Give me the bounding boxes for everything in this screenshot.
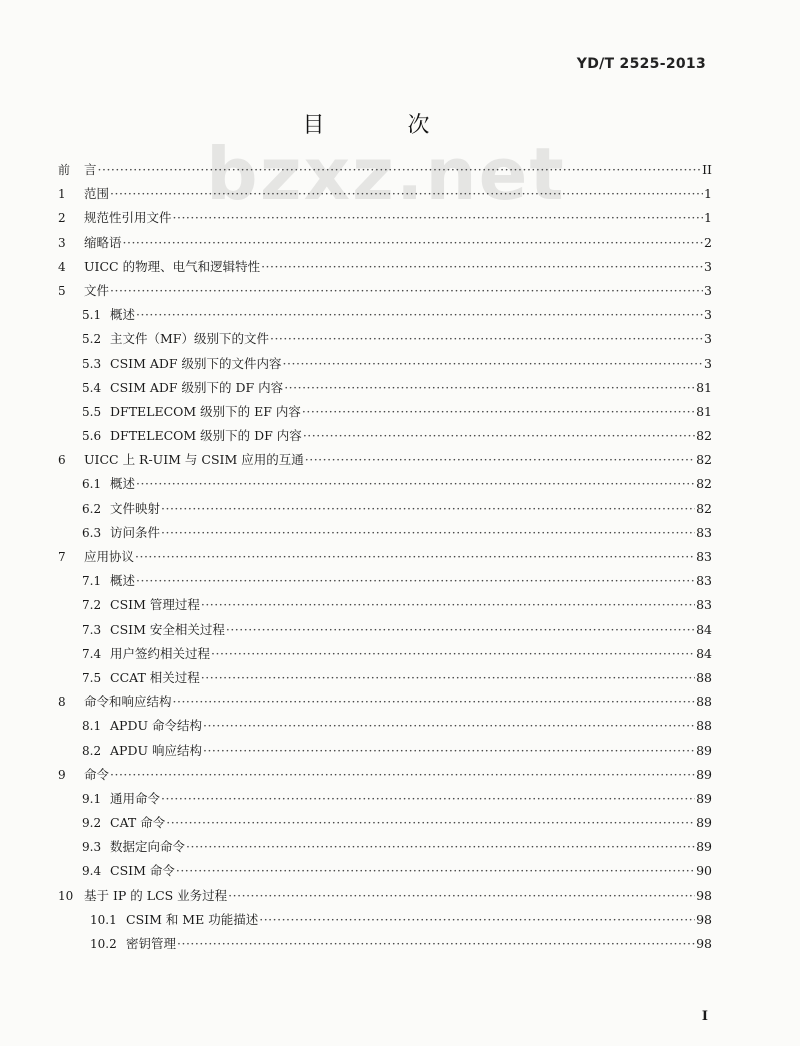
toc-entry-page: 88 <box>696 718 712 734</box>
toc-leader-dots <box>110 763 695 787</box>
toc-entry[interactable] <box>58 448 712 472</box>
toc-entry[interactable] <box>58 158 712 182</box>
toc-entry-page: 98 <box>696 887 712 903</box>
toc-entry[interactable] <box>58 763 712 787</box>
toc-leader-dots <box>261 255 703 279</box>
toc-entry-label: 用户签约相关过程 <box>110 645 211 661</box>
toc-entry-page: 88 <box>696 669 712 685</box>
toc-entry-label: 概述 <box>110 476 136 492</box>
toc-leader-dots <box>305 448 695 472</box>
toc-entry-page: 89 <box>696 815 712 831</box>
toc-entry-number: 10.2 <box>90 937 117 951</box>
toc-entry-label: 规范性引用文件 <box>84 210 172 226</box>
toc-leader-dots <box>161 787 695 811</box>
toc-entry-label: 通用命令 <box>110 790 161 806</box>
toc-entry[interactable] <box>58 521 712 545</box>
toc-entry-number: 9.4 <box>82 864 102 879</box>
toc-entry[interactable] <box>58 206 712 230</box>
toc-leader-dots <box>161 497 695 521</box>
toc-leader-dots <box>173 690 696 714</box>
toc-entry-number: 3 <box>58 235 66 250</box>
toc-entry[interactable] <box>58 787 712 811</box>
toc-entry-number: 5.5 <box>82 404 102 419</box>
toc-entry[interactable] <box>58 811 712 835</box>
toc-entry-label: 主文件（MF）级别下的文件 <box>110 331 269 347</box>
toc-entry-number: 9.3 <box>82 840 102 855</box>
toc-entry-label: CCAT 相关过程 <box>110 669 200 685</box>
toc-entry-number: 8.2 <box>82 743 102 758</box>
toc-entry[interactable] <box>58 352 712 376</box>
toc-entry-number: 9.2 <box>82 816 102 831</box>
toc-entry-label: 范围 <box>84 186 110 202</box>
toc-entry-page: 3 <box>704 282 712 298</box>
toc-entry-number: 10.1 <box>90 912 117 927</box>
page-number: I <box>701 1009 708 1024</box>
watermark: bzxz.net <box>206 132 566 216</box>
toc-entry-number: 6 <box>58 453 66 468</box>
toc-leader-dots <box>166 811 695 835</box>
toc-entry-label: CSIM 命令 <box>110 863 175 879</box>
toc-entry-label: CAT 命令 <box>110 815 166 831</box>
toc-entry-page: 84 <box>696 621 712 637</box>
toc-entry-number: 7.5 <box>82 670 102 685</box>
toc-entry[interactable] <box>58 303 712 327</box>
toc-entry-page: 89 <box>696 839 712 855</box>
toc-entry-number: 5.2 <box>82 332 102 347</box>
toc-entry-number: 5.4 <box>82 380 102 395</box>
toc-leader-dots <box>203 739 695 763</box>
toc-entry-number: 4 <box>58 259 66 274</box>
toc-entry[interactable] <box>58 690 712 714</box>
toc-entry-label: 密钥管理 <box>126 936 177 951</box>
toc-entry[interactable] <box>58 424 712 448</box>
toc-entry-number: 10 <box>58 888 74 903</box>
toc-entry-page: 83 <box>696 524 712 540</box>
toc-entry-number: 7.2 <box>82 598 102 613</box>
toc-entry-page: 1 <box>704 210 712 226</box>
toc-entry[interactable] <box>58 327 712 351</box>
toc-entry-page: 3 <box>704 258 712 274</box>
toc-entry-number: 8 <box>58 695 66 710</box>
toc-leader-dots <box>110 279 703 303</box>
toc-entry-label: 概述 <box>110 307 136 323</box>
toc-leader-dots <box>136 303 703 327</box>
toc-entry-page: 82 <box>696 452 712 468</box>
toc-entry-number: 6.2 <box>82 501 102 516</box>
toc-entry-number: 7.4 <box>82 646 102 661</box>
toc-leader-dots <box>201 593 695 617</box>
toc-entry-page: 81 <box>696 403 712 419</box>
toc-entry-label: APDU 响应结构 <box>110 742 202 758</box>
toc-leader-dots <box>303 424 695 448</box>
toc-leader-dots <box>176 859 695 883</box>
toc-entry[interactable] <box>58 932 712 956</box>
toc-entry-page: 83 <box>696 549 712 564</box>
toc-entry[interactable] <box>58 618 712 642</box>
toc-entry[interactable] <box>58 182 712 206</box>
toc-entry-number: 6.3 <box>82 525 102 540</box>
document-code: YD/T 2525-2013 <box>576 56 706 72</box>
toc-leader-dots <box>136 569 695 593</box>
toc-entry-page: 88 <box>696 694 712 710</box>
toc-leader-dots <box>135 545 695 569</box>
toc-entry-number: 5.3 <box>82 356 102 371</box>
toc-entry-page: II <box>702 162 712 177</box>
toc-entry-label: 文件 <box>84 282 110 298</box>
toc-leader-dots <box>98 158 702 182</box>
toc-leader-dots <box>283 352 704 376</box>
toc-entry-page: 84 <box>696 645 712 661</box>
toc-entry-number: 5 <box>58 283 66 298</box>
toc-entry-page: 1 <box>704 186 712 202</box>
toc-entry-number: 前 <box>58 163 71 177</box>
toc-entry-label: CSIM 管理过程 <box>110 597 200 613</box>
toc-entry-label: 数据定向命令 <box>110 839 186 855</box>
toc-entry-page: 2 <box>704 234 712 250</box>
toc-entry-number: 1 <box>58 187 66 202</box>
toc-entry-label: CSIM 和 ME 功能描述 <box>126 911 259 927</box>
toc-entry-number: 9 <box>58 767 66 782</box>
toc-entry-page: 89 <box>696 790 712 806</box>
toc-entry-label: 命令和响应结构 <box>84 694 172 710</box>
toc-entry[interactable] <box>58 376 712 400</box>
toc-entry[interactable] <box>58 884 712 908</box>
toc-entry-page: 90 <box>696 863 712 879</box>
toc-entry[interactable] <box>58 545 712 569</box>
toc-entry-number: 7 <box>58 550 66 564</box>
toc-entry-label: 访问条件 <box>110 524 161 540</box>
toc-entry-page: 3 <box>704 307 712 323</box>
toc-entry[interactable] <box>58 231 712 255</box>
toc-entry-page: 83 <box>696 597 712 613</box>
toc-entry-label: 言 <box>84 162 97 177</box>
toc-entry-label: DFTELECOM 级别下的 EF 内容 <box>110 403 301 419</box>
toc-entry-label: CSIM ADF 级别下的 DF 内容 <box>110 379 284 395</box>
toc-title: 目 次 <box>302 113 468 138</box>
toc-entry-page: 82 <box>696 476 712 492</box>
toc-leader-dots <box>211 642 695 666</box>
toc-entry-page: 3 <box>704 331 712 347</box>
toc-entry[interactable] <box>58 497 712 521</box>
toc-entry-label: 概述 <box>110 573 136 589</box>
toc-entry[interactable] <box>58 569 712 593</box>
toc-leader-dots <box>123 231 704 255</box>
toc-entry[interactable] <box>58 472 712 496</box>
toc-entry[interactable] <box>58 859 712 883</box>
toc-entry[interactable] <box>58 666 712 690</box>
toc-entry-number: 2 <box>58 211 66 226</box>
toc-entry-label: DFTELECOM 级别下的 DF 内容 <box>110 428 302 444</box>
toc-entry-label: UICC 的物理、电气和逻辑特性 <box>84 258 261 274</box>
toc-entry[interactable] <box>58 642 712 666</box>
toc-leader-dots <box>259 908 695 932</box>
toc-entry[interactable] <box>58 400 712 424</box>
toc-entry-label: 基于 IP 的 LCS 业务过程 <box>84 887 228 903</box>
toc-entry-page: 82 <box>696 428 712 444</box>
table-of-contents <box>58 158 712 956</box>
toc-leader-dots <box>186 835 695 859</box>
toc-entry-page: 98 <box>696 911 712 927</box>
toc-entry[interactable] <box>58 279 712 303</box>
toc-leader-dots <box>136 472 695 496</box>
toc-leader-dots <box>228 884 695 908</box>
toc-entry-page: 89 <box>696 742 712 758</box>
toc-entry-number: 5.1 <box>82 308 102 323</box>
toc-entry-number: 9.1 <box>82 791 102 806</box>
toc-leader-dots <box>302 400 695 424</box>
toc-entry-page: 98 <box>696 936 712 951</box>
toc-leader-dots <box>161 521 695 545</box>
toc-leader-dots <box>201 666 695 690</box>
toc-entry[interactable] <box>58 739 712 763</box>
toc-entry-page: 89 <box>696 766 712 782</box>
toc-leader-dots <box>284 376 695 400</box>
toc-leader-dots <box>203 714 695 738</box>
toc-entry-label: 文件映射 <box>110 500 161 516</box>
toc-leader-dots <box>226 618 695 642</box>
toc-entry-label: APDU 命令结构 <box>110 718 202 734</box>
toc-entry[interactable] <box>58 908 712 932</box>
toc-entry-label: 命令 <box>84 766 110 782</box>
toc-leader-dots <box>173 206 704 230</box>
toc-entry-label: 应用协议 <box>84 549 135 564</box>
toc-entry[interactable] <box>58 593 712 617</box>
toc-entry-number: 7.1 <box>82 574 102 589</box>
toc-entry[interactable] <box>58 255 712 279</box>
toc-leader-dots <box>110 182 703 206</box>
toc-entry-number: 6.1 <box>82 477 102 492</box>
toc-entry[interactable] <box>58 714 712 738</box>
toc-leader-dots <box>270 327 703 351</box>
toc-entry-number: 7.3 <box>82 622 102 637</box>
toc-entry-label: 缩略语 <box>84 234 122 250</box>
toc-entry-label: CSIM ADF 级别下的文件内容 <box>110 355 282 371</box>
toc-entry[interactable] <box>58 835 712 859</box>
toc-entry-page: 82 <box>696 500 712 516</box>
toc-entry-page: 81 <box>696 379 712 395</box>
toc-entry-number: 8.1 <box>82 719 102 734</box>
toc-entry-label: CSIM 安全相关过程 <box>110 621 225 637</box>
toc-leader-dots <box>177 932 695 956</box>
toc-entry-number: 5.6 <box>82 429 102 444</box>
toc-entry-page: 3 <box>704 355 712 371</box>
toc-entry-label: UICC 上 R-UIM 与 CSIM 应用的互通 <box>84 452 304 468</box>
toc-entry-page: 83 <box>696 573 712 589</box>
